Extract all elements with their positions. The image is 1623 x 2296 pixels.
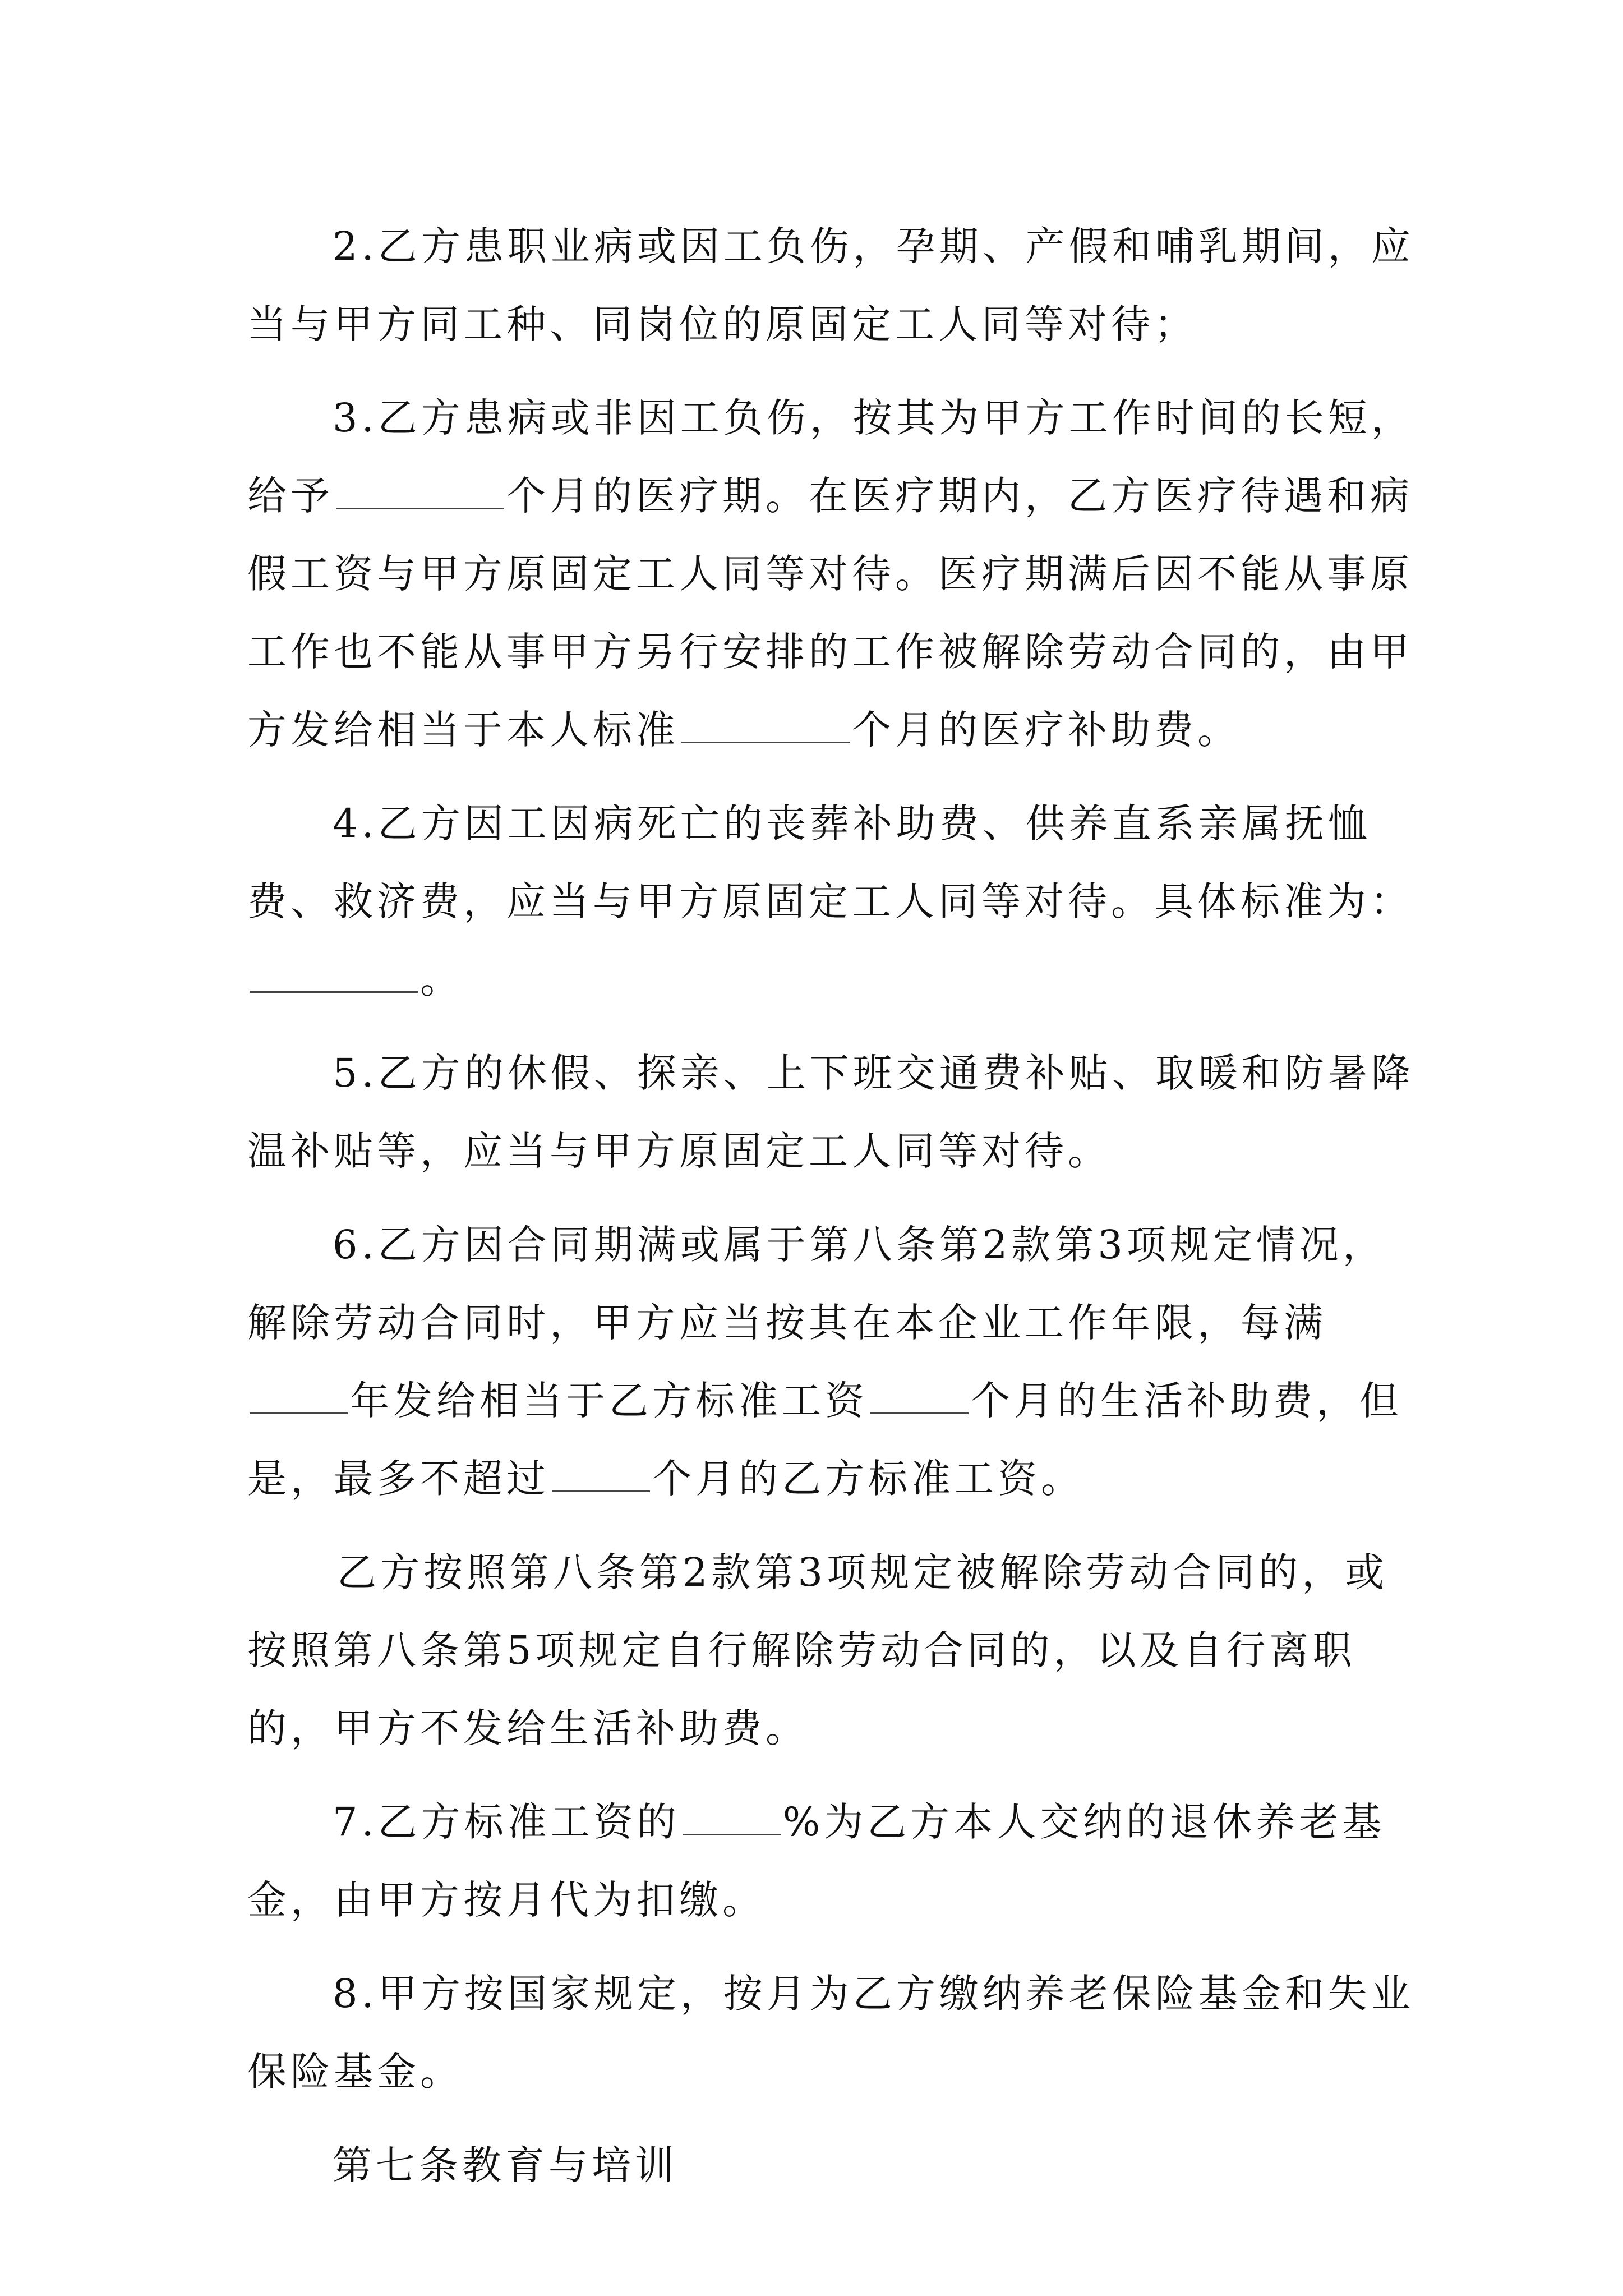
clause-6	[247, 1206, 1419, 1518]
clause-6-text-a: 6.乙方因合同期满或属于第八条第2款第3项规定情况，解除劳动合同时，甲方应当按其在本企业工作年限，每满	[247, 1222, 1386, 1346]
clause-4	[247, 785, 1419, 1019]
article-7-heading	[247, 2127, 1419, 2205]
fill-blank-months-subsidy[interactable]	[870, 1412, 969, 1414]
clause-6-note-text: 乙方按照第八条第2款第3项规定被解除劳动合同的，或按照第八条第5项规定自行解除劳动合同的，以及自行离职的，甲方不发给生活补助费。	[247, 1549, 1389, 1751]
clause-6-text-c: 个月的生活补助费，但是，最多不超过	[247, 1378, 1403, 1502]
clause-6-note	[247, 1534, 1419, 1768]
clause-3	[247, 379, 1419, 769]
fill-blank-years[interactable]	[250, 1412, 348, 1414]
fill-blank-percent[interactable]	[683, 1833, 781, 1835]
clause-4-text-a: 4.乙方因工因病死亡的丧葬补助费、供养直系亲属抚恤费、救济费，应当与甲方原固定工人同等对待。具体标准为：	[247, 800, 1413, 924]
clause-3-text-a: 3.乙方患病或非因工负伤，按其为甲方工作时间的长短，给予	[247, 395, 1414, 519]
fill-blank-medical-subsidy[interactable]	[681, 741, 850, 743]
clause-8-text: 8.甲方按国家规定，按月为乙方缴纳养老保险基金和失业保险基金。	[247, 1971, 1414, 2095]
clause-6-text-b: 年发给相当于乙方标准工资	[350, 1378, 868, 1424]
clause-5	[247, 1034, 1419, 1190]
clause-4-text-b: 。	[420, 956, 463, 1002]
clause-8	[247, 1955, 1419, 2111]
clause-3-text-b: 个月的医疗期。在医疗期内，乙方医疗待遇和病假工资与甲方原固定工人同等对待。医疗期满后因不能从事原工作也不能从事甲方另行安排的工作被解除劳动合同的，由甲方发给相当于本人标准	[247, 473, 1413, 753]
clause-7-text-a: 7.乙方标准工资的	[333, 1799, 680, 1845]
fill-blank-medical-period[interactable]	[336, 507, 504, 509]
clause-5-text: 5.乙方的休假、探亲、上下班交通费补贴、取暖和防暑降温补贴等，应当与甲方原固定工人同等对待。	[247, 1050, 1414, 1174]
document-body	[247, 208, 1419, 2220]
clause-3-text-c: 个月的医疗补助费。	[852, 707, 1241, 753]
clause-7-text-b: %为乙方本人交纳的退休养老基金，由甲方按月代为扣缴。	[247, 1799, 1386, 1923]
fill-blank-max-months[interactable]	[552, 1490, 650, 1492]
clause-7	[247, 1783, 1419, 1939]
article-7-heading-text: 第七条教育与培训	[333, 2142, 678, 2188]
fill-blank-standard[interactable]	[250, 991, 418, 993]
clause-2-text: 2.乙方患职业病或因工负伤，孕期、产假和哺乳期间，应当与甲方同工种、同岗位的原固定工人同等对待；	[247, 223, 1414, 347]
clause-2	[247, 208, 1419, 364]
clause-6-text-d: 个月的乙方标准工资。	[652, 1456, 1084, 1502]
